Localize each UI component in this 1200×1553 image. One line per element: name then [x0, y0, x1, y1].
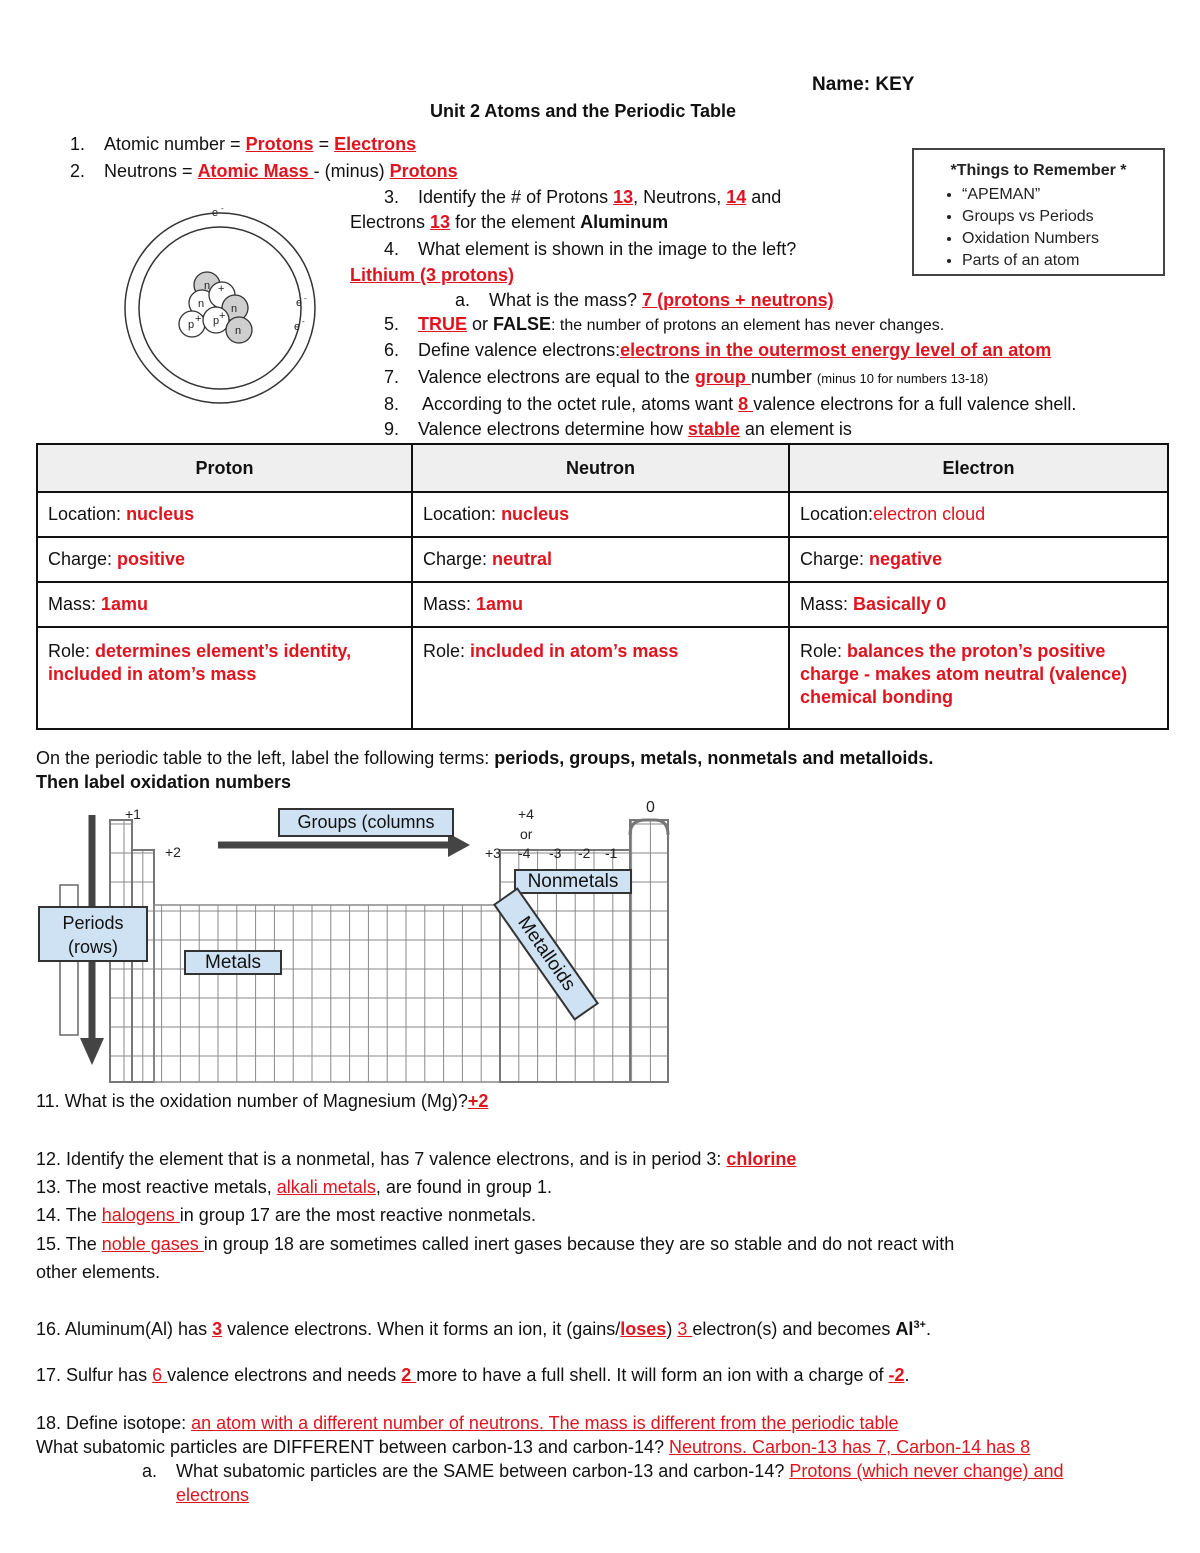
table-header-row: [37, 444, 1168, 492]
answer: Electrons: [334, 134, 417, 154]
electron-label: e: [212, 207, 219, 219]
column-header: Electron: [789, 444, 1168, 492]
question-5: 5. TRUE or FALSE: the number of protons an element has never changes.: [384, 314, 945, 334]
group-2-column: [132, 850, 154, 1082]
proton-sign: +: [218, 283, 225, 295]
oxidation-number: -4: [518, 845, 531, 861]
electron-sign: -: [221, 204, 224, 213]
question-6: 6. Define valence electrons:electrons in the outermost energy level of an atom: [384, 340, 1052, 360]
column-header: Proton: [37, 444, 412, 492]
table-cell: Location:electron cloud: [789, 492, 1168, 537]
table-row: [37, 492, 1168, 537]
oxidation-number: 0: [646, 799, 655, 816]
question-7: 7. Valence electrons are equal to the group number (minus 10 for numbers 13-18): [384, 367, 989, 387]
table-cell: Charge: neutral: [412, 537, 789, 582]
nonmetals-label: Nonmetals: [514, 869, 632, 894]
column-header: Neutron: [412, 444, 789, 492]
list-item: • Parts of an atom: [962, 250, 1163, 272]
question-1: 1. Atomic number = Protons = Electrons: [70, 134, 417, 154]
oxidation-number: +4: [518, 806, 534, 822]
neutron-label: n: [235, 325, 242, 337]
table-cell: Role: balances the proton’s positive charge - makes atom neutral (valence) chemical bonding: [789, 627, 1168, 729]
periodic-table-instructions-line-2: Then label oxidation numbers: [36, 772, 292, 792]
table-cell: Mass: 1amu: [412, 582, 789, 627]
question-11: 11. What is the oxidation number of Magnesium (Mg)?+2: [36, 1091, 489, 1111]
transition-metals-block: [154, 905, 500, 1082]
question-9: 9. Valence electrons determine how stable an element is: [384, 419, 852, 439]
periods-label: Periods (rows): [38, 906, 148, 962]
table-cell: Role: included in atom’s mass: [412, 627, 789, 729]
proton-label: p: [188, 319, 195, 331]
proton-label: p: [213, 315, 220, 327]
answer: Atomic Mass: [197, 161, 314, 181]
things-title: *Things to Remember *: [950, 162, 1127, 179]
groups-label: Groups (columns: [278, 808, 454, 837]
page-title: Unit 2 Atoms and the Periodic Table: [430, 101, 737, 121]
question-18-part-2: What subatomic particles are DIFFERENT between carbon-13 and carbon-14? Neutrons. Carbon-13 has 7, Carbon-14 has 8: [36, 1437, 1031, 1457]
table-row: [37, 582, 1168, 627]
question-15: 15. The noble gases in group 18 are sometimes called inert gases because they are so stable and do not react with: [36, 1234, 955, 1254]
group-18-column: [630, 820, 668, 1082]
question-12: 12. Identify the element that is a nonmetal, has 7 valence electrons, and is in period 3: chlorine: [36, 1149, 797, 1169]
table-row: [37, 537, 1168, 582]
question-13: 13. The most reactive metals, alkali metals, are found in group 1.: [36, 1177, 552, 1197]
question-17: 17. Sulfur has 6 valence electrons and needs 2 more to have a full shell. It will form an ion with a charge of -2.: [36, 1365, 910, 1385]
table-cell: Location: nucleus: [412, 492, 789, 537]
table-row: [37, 627, 1168, 729]
neutron-label: n: [198, 298, 205, 310]
oxidation-number: -1: [605, 845, 618, 861]
table-cell: Role: determines element’s identity, included in atom’s mass: [37, 627, 412, 729]
question-18: 18. Define isotope: an atom with a different number of neutrons. The mass is different from the periodic table: [36, 1413, 899, 1433]
question-8: 8. According to the octet rule, atoms want 8 valence electrons for a full valence shell.: [384, 394, 1077, 414]
name-line: Name: KEY: [812, 74, 915, 95]
metalloids-label: Metalloids: [493, 887, 599, 1021]
neutron-label: n: [231, 303, 238, 315]
oxidation-number: -3: [549, 845, 562, 861]
lithium-atom-diagram: [112, 200, 332, 420]
table-cell: Mass: 1amu: [37, 582, 412, 627]
question-4: 4. What element is shown in the image to the left?: [384, 239, 797, 259]
question-2: 2. Neutrons = Atomic Mass - (minus) Protons: [70, 161, 458, 181]
periodic-table-instructions: On the periodic table to the left, label the following terms: periods, groups, metals, nonmetals and metalloids.: [36, 748, 934, 768]
question-18a-answer-line-2: electrons: [176, 1485, 250, 1505]
neutron-label: n: [204, 280, 211, 292]
things-to-remember-box: [912, 148, 1165, 276]
particles-table: [36, 443, 1169, 730]
question-3-line-2: Electrons 13 for the element Aluminum: [350, 212, 669, 232]
oxidation-or: or: [520, 826, 533, 842]
oxidation-number: +2: [165, 844, 181, 860]
oxidation-number: -2: [578, 845, 591, 861]
oxidation-number: +1: [125, 806, 141, 822]
table-cell: Charge: positive: [37, 537, 412, 582]
table-cell: Mass: Basically 0: [789, 582, 1168, 627]
list-item: • “APEMAN”: [962, 184, 1163, 206]
electron-sign: -: [302, 317, 305, 326]
answer: Protons: [389, 161, 458, 181]
table-cell: Location: nucleus: [37, 492, 412, 537]
electron-label: e: [294, 321, 301, 333]
electron-sign: -: [304, 294, 307, 303]
question-3: 3. Identify the # of Protons 13, Neutrons, 14 and: [384, 187, 782, 207]
metals-label: Metals: [184, 950, 282, 975]
oxidation-number: +3: [485, 845, 501, 861]
proton-sign: +: [219, 310, 226, 322]
list-item: • Oxidation Numbers: [962, 228, 1163, 250]
answer: Protons: [245, 134, 314, 154]
proton-sign: +: [195, 313, 202, 325]
question-16: 16. Aluminum(Al) has 3 valence electrons. When it forms an ion, it (gains/loses) 3 electron(s) and becomes $Al^{3+}$.: [36, 1319, 931, 1339]
question-4a: a. What is the mass? 7 (protons + neutrons): [455, 290, 834, 310]
question-18a: a. What subatomic particles are the SAME between carbon-13 and carbon-14? Protons (which never change) and: [142, 1461, 1064, 1481]
table-cell: Charge: negative: [789, 537, 1168, 582]
question-14: 14. The halogens in group 17 are the most reactive nonmetals.: [36, 1205, 536, 1225]
list-item: • Groups vs Periods: [962, 206, 1163, 228]
question-15-line-2: other elements.: [36, 1262, 161, 1282]
electron-label: e: [296, 297, 303, 309]
answer-4: Lithium (3 protons): [350, 265, 514, 285]
